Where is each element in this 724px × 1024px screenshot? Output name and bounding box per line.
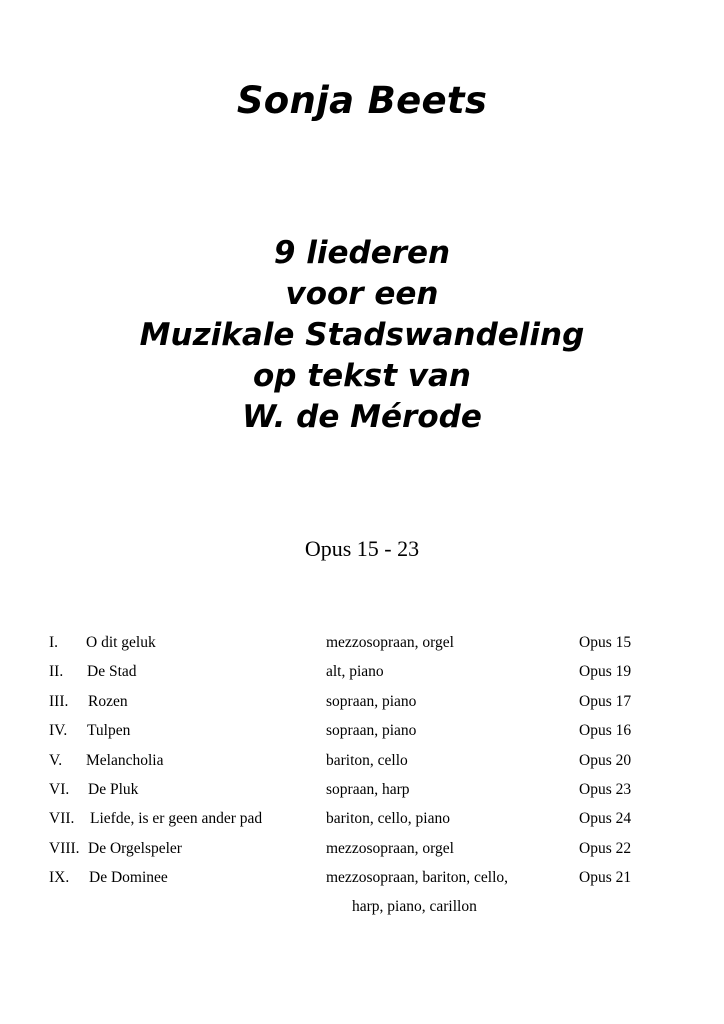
song-instruments: bariton, cello, piano — [326, 810, 450, 828]
song-list — [0, 633, 724, 926]
song-title: Tulpen — [87, 722, 131, 740]
song-opus: Opus 23 — [579, 780, 632, 798]
song-numeral: II. — [49, 663, 64, 681]
song-numeral: IX. — [49, 869, 70, 887]
work-title — [0, 233, 724, 438]
song-title: Melancholia — [86, 751, 164, 769]
song-opus: Opus 15 — [579, 634, 632, 651]
song-instruments: sopraan, piano — [326, 722, 417, 740]
title-line: Muzikale Stadswandeling — [139, 317, 585, 353]
title-line: voor een — [285, 276, 439, 312]
song-title: O dit geluk — [86, 634, 156, 651]
song-numeral: VII. — [49, 810, 75, 828]
song-row — [0, 692, 724, 721]
song-row — [0, 633, 724, 662]
song-row — [0, 868, 724, 926]
song-opus: Opus 19 — [579, 663, 632, 681]
song-numeral: IV. — [49, 722, 68, 740]
title-line: W. de Mérode — [242, 399, 482, 435]
song-numeral: VI. — [49, 780, 70, 798]
song-row — [0, 662, 724, 691]
song-opus: Opus 21 — [579, 869, 632, 887]
song-instruments: mezzosopraan, bariton, cello, — [326, 869, 509, 887]
song-instruments: mezzosopraan, orgel — [326, 634, 454, 651]
song-title: De Orgelspeler — [88, 839, 182, 857]
song-opus: Opus 16 — [579, 722, 632, 740]
song-opus: Opus 24 — [579, 810, 632, 828]
composer-name: Sonja Beets — [236, 79, 488, 122]
song-instruments-continued: harp, piano, carillon — [352, 898, 477, 916]
song-numeral: I. — [49, 634, 59, 651]
song-title: De Dominee — [89, 869, 168, 887]
song-row — [0, 809, 724, 838]
song-instruments: bariton, cello — [326, 751, 408, 769]
song-numeral: VIII. — [49, 839, 80, 857]
song-opus: Opus 17 — [579, 692, 632, 710]
song-numeral: III. — [49, 692, 69, 710]
song-instruments: sopraan, piano — [326, 692, 417, 710]
song-title: De Pluk — [88, 780, 139, 798]
song-title: Rozen — [88, 692, 128, 710]
song-numeral: V. — [49, 751, 63, 769]
song-title: De Stad — [87, 663, 137, 681]
song-opus: Opus 22 — [579, 839, 632, 857]
title-line: 9 liederen — [273, 235, 451, 271]
song-row — [0, 839, 724, 868]
title-line: op tekst van — [253, 358, 471, 394]
song-row — [0, 751, 724, 780]
song-opus: Opus 20 — [579, 751, 632, 769]
song-instruments: mezzosopraan, orgel — [326, 839, 454, 857]
song-instruments: alt, piano — [326, 663, 384, 681]
opus-range: Opus 15 - 23 — [304, 536, 420, 561]
song-instruments: sopraan, harp — [326, 780, 410, 798]
song-row — [0, 721, 724, 750]
song-title: Liefde, is er geen ander pad — [90, 810, 263, 828]
song-row — [0, 780, 724, 809]
